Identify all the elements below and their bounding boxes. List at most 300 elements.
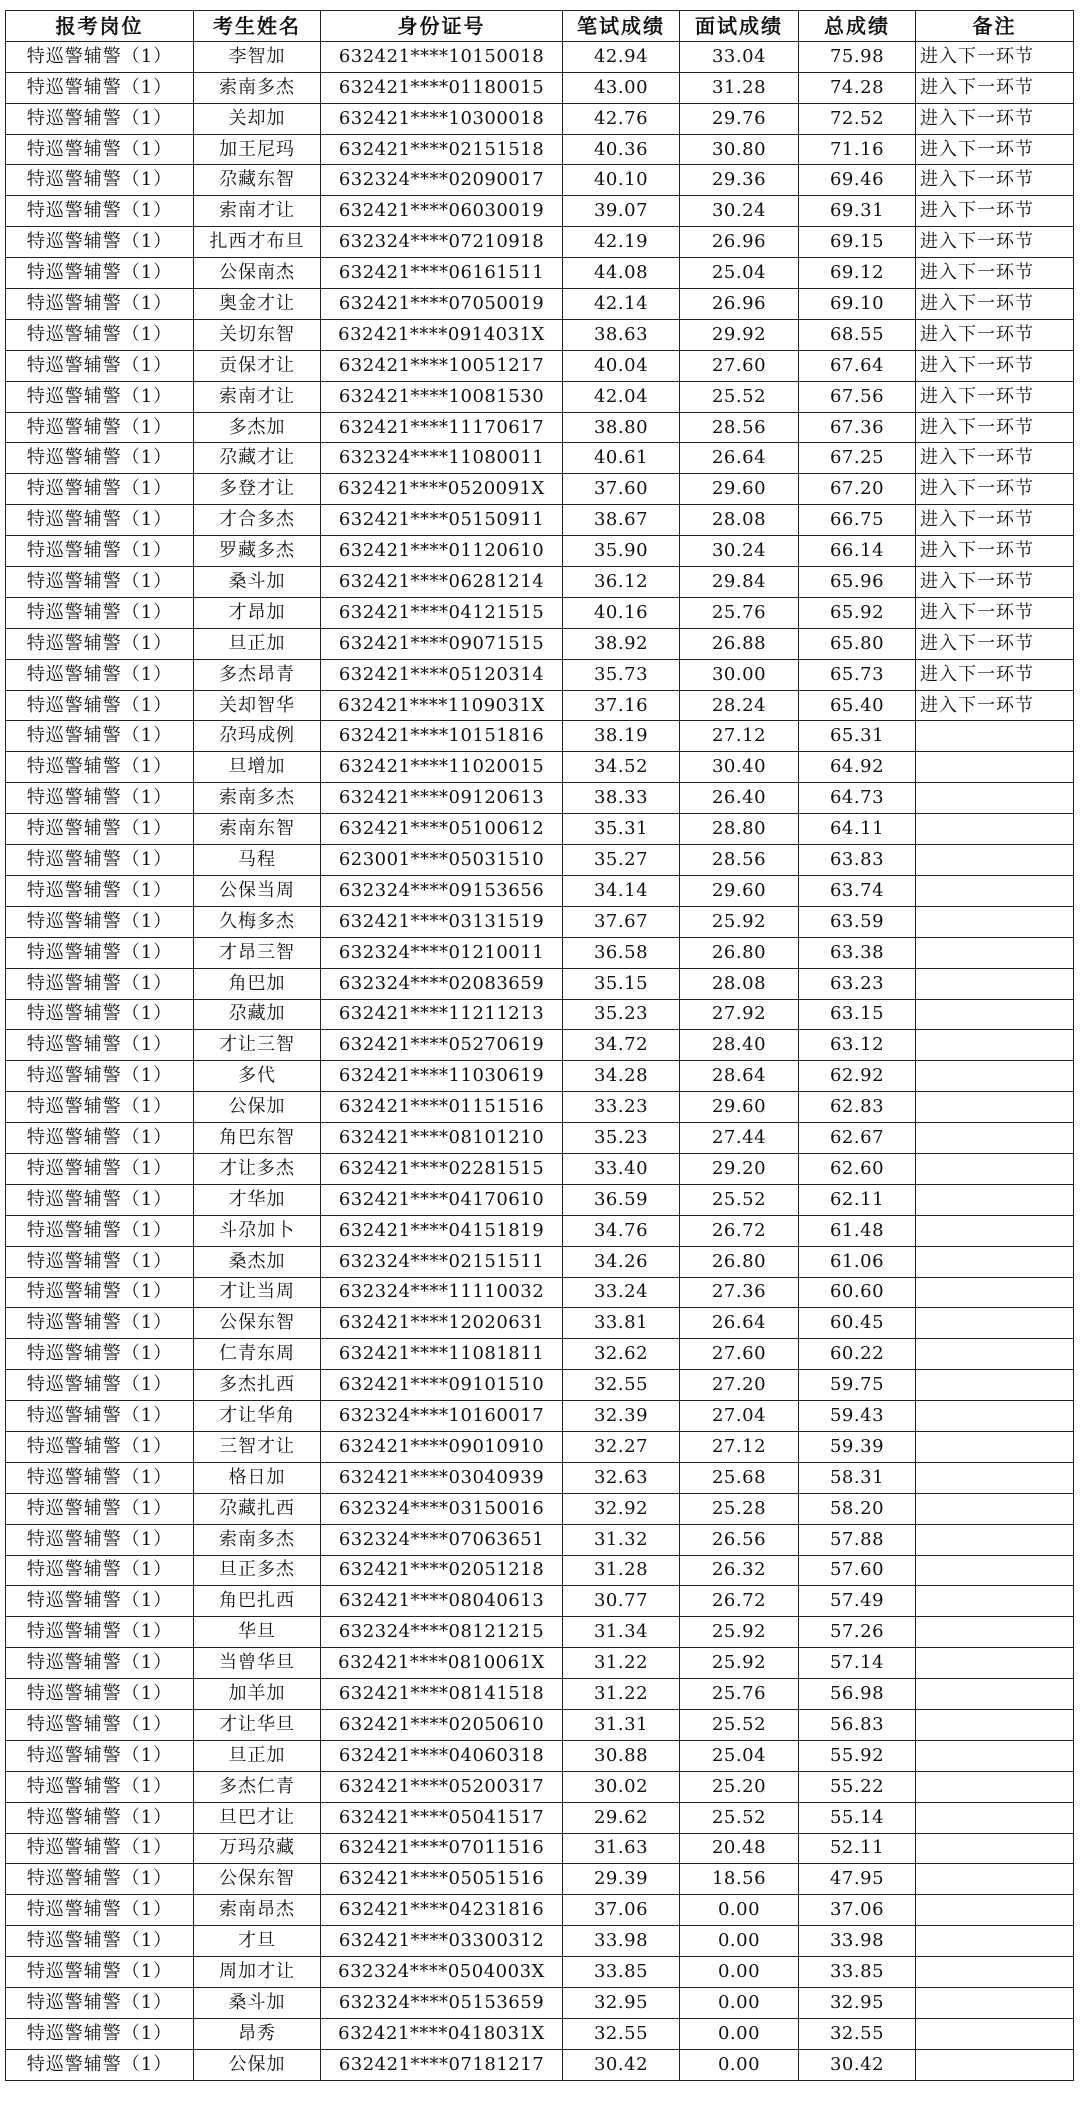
cell-interview-score: 25.68 [680,1462,799,1493]
cell-id-number: 632421****04151819 [321,1215,563,1246]
cell-position: 特巡警辅警（1） [6,659,194,690]
cell-interview-score: 30.24 [680,196,799,227]
cell-interview-score: 30.40 [680,752,799,783]
cell-position: 特巡警辅警（1） [6,628,194,659]
cell-name: 桑杰加 [194,1246,321,1277]
cell-name: 昂秀 [194,2018,321,2049]
cell-written-score: 33.81 [563,1308,680,1339]
cell-written-score: 29.62 [563,1802,680,1833]
cell-interview-score: 27.20 [680,1370,799,1401]
table-row [6,1215,1074,1246]
cell-total-score: 62.60 [799,1153,916,1184]
cell-position: 特巡警辅警（1） [6,1123,194,1154]
header-name: 考生姓名 [194,11,321,42]
table-row [6,1864,1074,1895]
cell-id-number: 632421****11211213 [321,999,563,1030]
cell-remarks: 进入下一环节 [916,536,1074,567]
cell-id-number: 632421****09120613 [321,783,563,814]
cell-id-number: 632324****05153659 [321,1988,563,2019]
cell-name: 关却加 [194,103,321,134]
cell-remarks [916,1586,1074,1617]
cell-position: 特巡警辅警（1） [6,1586,194,1617]
cell-position: 特巡警辅警（1） [6,2049,194,2080]
cell-id-number: 632421****10081530 [321,381,563,412]
cell-remarks: 进入下一环节 [916,505,1074,536]
cell-interview-score: 30.24 [680,536,799,567]
cell-id-number: 632324****02083659 [321,968,563,999]
table-row [6,1184,1074,1215]
cell-remarks: 进入下一环节 [916,258,1074,289]
table-row [6,1462,1074,1493]
cell-written-score: 29.39 [563,1864,680,1895]
cell-written-score: 43.00 [563,72,680,103]
cell-written-score: 32.55 [563,2018,680,2049]
cell-position: 特巡警辅警（1） [6,1988,194,2019]
cell-written-score: 38.92 [563,628,680,659]
cell-written-score: 35.90 [563,536,680,567]
cell-interview-score: 28.80 [680,814,799,845]
cell-total-score: 65.92 [799,597,916,628]
cell-interview-score: 28.64 [680,1061,799,1092]
cell-written-score: 31.22 [563,1648,680,1679]
cell-remarks [916,1092,1074,1123]
header-interview-score: 面试成绩 [680,11,799,42]
cell-id-number: 632421****0810061X [321,1648,563,1679]
cell-name: 旦巴才让 [194,1802,321,1833]
cell-name: 才合多杰 [194,505,321,536]
cell-id-number: 632421****04170610 [321,1184,563,1215]
table-row [6,1648,1074,1679]
cell-position: 特巡警辅警（1） [6,289,194,320]
cell-id-number: 632421****08040613 [321,1586,563,1617]
cell-name: 才旦 [194,1926,321,1957]
cell-name: 多杰仁青 [194,1771,321,1802]
cell-written-score: 30.42 [563,2049,680,2080]
cell-id-number: 632421****06281214 [321,567,563,598]
cell-position: 特巡警辅警（1） [6,845,194,876]
cell-total-score: 61.48 [799,1215,916,1246]
cell-name: 旦正加 [194,628,321,659]
cell-written-score: 35.23 [563,1123,680,1154]
cell-id-number: 632421****0914031X [321,319,563,350]
cell-position: 特巡警辅警（1） [6,1709,194,1740]
cell-position: 特巡警辅警（1） [6,1648,194,1679]
cell-remarks [916,999,1074,1030]
cell-id-number: 632421****02050610 [321,1709,563,1740]
cell-total-score: 69.31 [799,196,916,227]
cell-written-score: 44.08 [563,258,680,289]
cell-interview-score: 28.56 [680,412,799,443]
cell-total-score: 58.31 [799,1462,916,1493]
cell-position: 特巡警辅警（1） [6,1895,194,1926]
cell-name: 关切东智 [194,319,321,350]
table-row [6,845,1074,876]
cell-written-score: 31.22 [563,1679,680,1710]
cell-total-score: 65.80 [799,628,916,659]
cell-position: 特巡警辅警（1） [6,319,194,350]
table-row [6,1092,1074,1123]
cell-id-number: 632421****02051218 [321,1555,563,1586]
cell-written-score: 31.34 [563,1617,680,1648]
table-row [6,783,1074,814]
cell-position: 特巡警辅警（1） [6,350,194,381]
cell-position: 特巡警辅警（1） [6,906,194,937]
table-row [6,505,1074,536]
cell-interview-score: 27.92 [680,999,799,1030]
cell-id-number: 632421****04231816 [321,1895,563,1926]
cell-id-number: 632421****10300018 [321,103,563,134]
cell-remarks [916,1462,1074,1493]
cell-total-score: 57.49 [799,1586,916,1617]
cell-remarks [916,845,1074,876]
cell-remarks [916,1957,1074,1988]
cell-id-number: 632421****08101210 [321,1123,563,1154]
cell-written-score: 37.16 [563,690,680,721]
cell-id-number: 632421****05051516 [321,1864,563,1895]
cell-written-score: 38.67 [563,505,680,536]
cell-remarks [916,1153,1074,1184]
cell-interview-score: 26.80 [680,1246,799,1277]
cell-written-score: 42.14 [563,289,680,320]
cell-total-score: 62.83 [799,1092,916,1123]
cell-written-score: 38.63 [563,319,680,350]
cell-interview-score: 25.52 [680,1802,799,1833]
cell-total-score: 47.95 [799,1864,916,1895]
cell-id-number: 623001****05031510 [321,845,563,876]
cell-name: 三智才让 [194,1431,321,1462]
cell-position: 特巡警辅警（1） [6,134,194,165]
cell-id-number: 632421****07011516 [321,1833,563,1864]
table-row [6,41,1074,72]
cell-name: 索南才让 [194,381,321,412]
cell-written-score: 32.55 [563,1370,680,1401]
cell-total-score: 72.52 [799,103,916,134]
cell-total-score: 56.98 [799,1679,916,1710]
table-row [6,1431,1074,1462]
cell-total-score: 62.11 [799,1184,916,1215]
cell-total-score: 57.88 [799,1524,916,1555]
table-row [6,628,1074,659]
cell-name: 索南东智 [194,814,321,845]
header-row [6,11,1074,42]
cell-id-number: 632421****08141518 [321,1679,563,1710]
cell-total-score: 55.22 [799,1771,916,1802]
cell-written-score: 36.59 [563,1184,680,1215]
cell-position: 特巡警辅警（1） [6,1092,194,1123]
cell-id-number: 632421****01180015 [321,72,563,103]
cell-written-score: 32.27 [563,1431,680,1462]
cell-name: 才昂三智 [194,937,321,968]
cell-remarks [916,1184,1074,1215]
cell-remarks [916,1339,1074,1370]
cell-remarks [916,1030,1074,1061]
table-row [6,1030,1074,1061]
cell-remarks [916,1277,1074,1308]
cell-remarks: 进入下一环节 [916,165,1074,196]
cell-remarks: 进入下一环节 [916,196,1074,227]
cell-written-score: 34.72 [563,1030,680,1061]
cell-id-number: 632324****11080011 [321,443,563,474]
cell-remarks [916,783,1074,814]
cell-interview-score: 28.56 [680,845,799,876]
cell-name: 角巴扎西 [194,1586,321,1617]
cell-remarks [916,906,1074,937]
cell-written-score: 32.95 [563,1988,680,2019]
table-row [6,1370,1074,1401]
cell-id-number: 632324****01210011 [321,937,563,968]
table-row [6,72,1074,103]
cell-position: 特巡警辅警（1） [6,1215,194,1246]
cell-position: 特巡警辅警（1） [6,597,194,628]
cell-remarks [916,1679,1074,1710]
cell-id-number: 632421****1109031X [321,690,563,721]
cell-remarks [916,2018,1074,2049]
cell-written-score: 33.23 [563,1092,680,1123]
cell-remarks [916,968,1074,999]
cell-name: 角巴加 [194,968,321,999]
cell-id-number: 632324****02151511 [321,1246,563,1277]
cell-written-score: 38.19 [563,721,680,752]
cell-id-number: 632324****10160017 [321,1401,563,1432]
cell-interview-score: 0.00 [680,2049,799,2080]
table-row [6,690,1074,721]
cell-total-score: 67.56 [799,381,916,412]
cell-written-score: 32.92 [563,1493,680,1524]
cell-name: 桑斗加 [194,1988,321,2019]
cell-remarks: 进入下一环节 [916,134,1074,165]
cell-total-score: 62.92 [799,1061,916,1092]
cell-total-score: 57.26 [799,1617,916,1648]
cell-written-score: 30.02 [563,1771,680,1802]
cell-name: 罗藏多杰 [194,536,321,567]
cell-position: 特巡警辅警（1） [6,412,194,443]
table-row [6,1586,1074,1617]
cell-remarks: 进入下一环节 [916,103,1074,134]
cell-total-score: 60.22 [799,1339,916,1370]
cell-position: 特巡警辅警（1） [6,1277,194,1308]
cell-position: 特巡警辅警（1） [6,258,194,289]
table-row [6,752,1074,783]
cell-total-score: 55.92 [799,1740,916,1771]
cell-name: 关却智华 [194,690,321,721]
cell-name: 万玛尕藏 [194,1833,321,1864]
cell-written-score: 40.04 [563,350,680,381]
cell-interview-score: 26.88 [680,628,799,659]
cell-total-score: 69.46 [799,165,916,196]
cell-written-score: 35.31 [563,814,680,845]
cell-total-score: 61.06 [799,1246,916,1277]
table-row [6,474,1074,505]
cell-written-score: 32.63 [563,1462,680,1493]
cell-position: 特巡警辅警（1） [6,1740,194,1771]
cell-id-number: 632421****07050019 [321,289,563,320]
cell-interview-score: 28.08 [680,505,799,536]
cell-written-score: 33.85 [563,1957,680,1988]
cell-interview-score: 26.80 [680,937,799,968]
cell-total-score: 67.25 [799,443,916,474]
cell-interview-score: 25.92 [680,906,799,937]
table-row [6,2018,1074,2049]
cell-written-score: 33.98 [563,1926,680,1957]
cell-interview-score: 27.44 [680,1123,799,1154]
cell-total-score: 33.85 [799,1957,916,1988]
table-row [6,1740,1074,1771]
cell-interview-score: 25.92 [680,1617,799,1648]
cell-interview-score: 28.40 [680,1030,799,1061]
cell-written-score: 42.04 [563,381,680,412]
cell-written-score: 32.39 [563,1401,680,1432]
cell-interview-score: 27.36 [680,1277,799,1308]
cell-id-number: 632421****10150018 [321,41,563,72]
cell-interview-score: 25.92 [680,1648,799,1679]
cell-id-number: 632421****05200317 [321,1771,563,1802]
cell-id-number: 632421****05041517 [321,1802,563,1833]
table-row [6,875,1074,906]
cell-total-score: 63.59 [799,906,916,937]
table-row [6,1988,1074,2019]
table-row [6,1895,1074,1926]
cell-total-score: 63.12 [799,1030,916,1061]
cell-id-number: 632421****02151518 [321,134,563,165]
table-row [6,2049,1074,2080]
cell-name: 当曾华旦 [194,1648,321,1679]
cell-interview-score: 18.56 [680,1864,799,1895]
cell-total-score: 69.15 [799,227,916,258]
table-row [6,1617,1074,1648]
header-total-score: 总成绩 [799,11,916,42]
cell-name: 周加才让 [194,1957,321,1988]
cell-total-score: 74.28 [799,72,916,103]
cell-position: 特巡警辅警（1） [6,1401,194,1432]
table-row [6,814,1074,845]
cell-position: 特巡警辅警（1） [6,999,194,1030]
cell-position: 特巡警辅警（1） [6,1061,194,1092]
table-header [6,11,1074,42]
cell-remarks [916,1370,1074,1401]
cell-interview-score: 26.72 [680,1215,799,1246]
cell-name: 索南多杰 [194,72,321,103]
cell-total-score: 59.39 [799,1431,916,1462]
cell-position: 特巡警辅警（1） [6,1926,194,1957]
cell-position: 特巡警辅警（1） [6,752,194,783]
cell-written-score: 34.76 [563,1215,680,1246]
cell-name: 斗尕加卜 [194,1215,321,1246]
cell-interview-score: 29.60 [680,875,799,906]
cell-total-score: 71.16 [799,134,916,165]
cell-id-number: 632421****04060318 [321,1740,563,1771]
table-row [6,536,1074,567]
table-row [6,1061,1074,1092]
cell-interview-score: 25.20 [680,1771,799,1802]
cell-name: 多登才让 [194,474,321,505]
cell-id-number: 632421****05100612 [321,814,563,845]
table-row [6,1277,1074,1308]
cell-name: 加王尼玛 [194,134,321,165]
cell-id-number: 632421****12020631 [321,1308,563,1339]
cell-id-number: 632421****01151516 [321,1092,563,1123]
cell-total-score: 64.11 [799,814,916,845]
cell-interview-score: 25.04 [680,258,799,289]
cell-total-score: 60.45 [799,1308,916,1339]
cell-position: 特巡警辅警（1） [6,1339,194,1370]
cell-interview-score: 29.92 [680,319,799,350]
cell-position: 特巡警辅警（1） [6,1246,194,1277]
cell-total-score: 63.83 [799,845,916,876]
cell-id-number: 632421****0520091X [321,474,563,505]
cell-remarks [916,1555,1074,1586]
cell-position: 特巡警辅警（1） [6,1555,194,1586]
cell-written-score: 40.10 [563,165,680,196]
cell-interview-score: 26.96 [680,227,799,258]
cell-total-score: 69.10 [799,289,916,320]
cell-interview-score: 26.64 [680,1308,799,1339]
table-row [6,1308,1074,1339]
cell-interview-score: 27.60 [680,1339,799,1370]
cell-name: 索南多杰 [194,1524,321,1555]
cell-position: 特巡警辅警（1） [6,474,194,505]
cell-position: 特巡警辅警（1） [6,443,194,474]
cell-id-number: 632324****09153656 [321,875,563,906]
cell-interview-score: 27.12 [680,721,799,752]
cell-interview-score: 28.24 [680,690,799,721]
cell-interview-score: 30.00 [680,659,799,690]
table-row [6,1679,1074,1710]
cell-remarks [916,1926,1074,1957]
cell-total-score: 63.23 [799,968,916,999]
cell-interview-score: 0.00 [680,1895,799,1926]
cell-interview-score: 26.64 [680,443,799,474]
cell-total-score: 65.96 [799,567,916,598]
cell-interview-score: 0.00 [680,1988,799,2019]
cell-id-number: 632421****03040939 [321,1462,563,1493]
table-row [6,1123,1074,1154]
table-row [6,1802,1074,1833]
cell-position: 特巡警辅警（1） [6,968,194,999]
cell-total-score: 63.38 [799,937,916,968]
cell-name: 才让三智 [194,1030,321,1061]
cell-position: 特巡警辅警（1） [6,103,194,134]
cell-id-number: 632421****10151816 [321,721,563,752]
cell-position: 特巡警辅警（1） [6,381,194,412]
cell-name: 旦正加 [194,1740,321,1771]
cell-id-number: 632421****06161511 [321,258,563,289]
cell-id-number: 632421****05270619 [321,1030,563,1061]
cell-interview-score: 31.28 [680,72,799,103]
cell-remarks [916,1740,1074,1771]
cell-position: 特巡警辅警（1） [6,814,194,845]
cell-written-score: 34.14 [563,875,680,906]
cell-id-number: 632324****02090017 [321,165,563,196]
cell-name: 桑斗加 [194,567,321,598]
cell-id-number: 632421****09101510 [321,1370,563,1401]
cell-id-number: 632421****10051217 [321,350,563,381]
cell-remarks: 进入下一环节 [916,41,1074,72]
cell-remarks [916,1617,1074,1648]
cell-total-score: 57.60 [799,1555,916,1586]
cell-total-score: 33.98 [799,1926,916,1957]
cell-remarks [916,2049,1074,2080]
header-id-number: 身份证号 [321,11,563,42]
cell-name: 公保加 [194,2049,321,2080]
table-row [6,412,1074,443]
cell-total-score: 67.36 [799,412,916,443]
cell-remarks: 进入下一环节 [916,659,1074,690]
cell-remarks [916,1648,1074,1679]
cell-position: 特巡警辅警（1） [6,1308,194,1339]
cell-id-number: 632421****11170617 [321,412,563,443]
cell-total-score: 66.14 [799,536,916,567]
cell-id-number: 632421****07181217 [321,2049,563,2080]
